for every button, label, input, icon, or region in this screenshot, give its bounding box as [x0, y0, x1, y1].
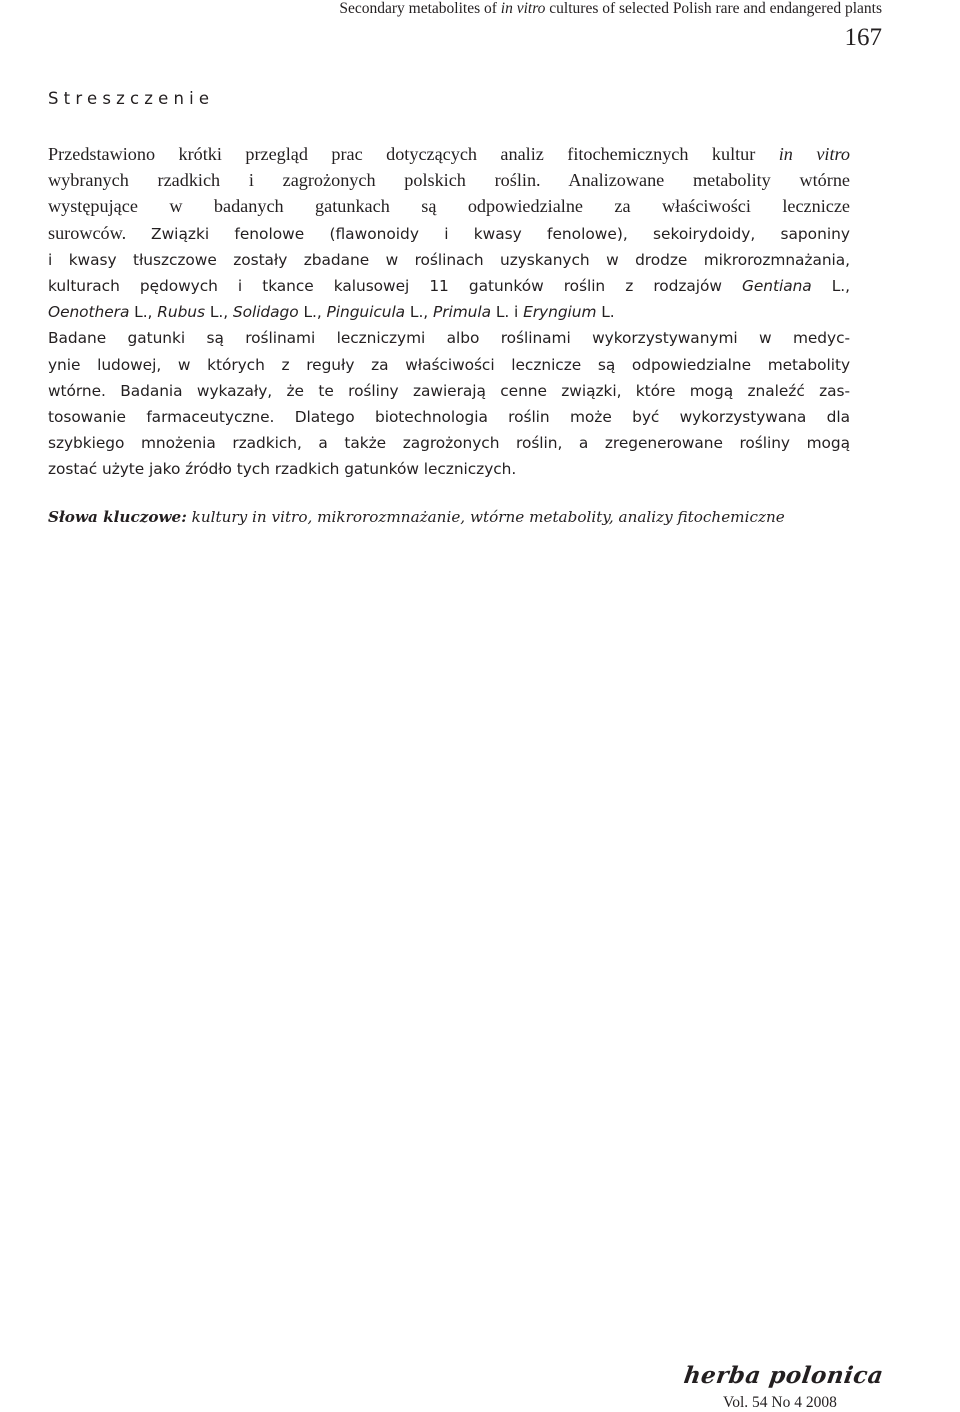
abstract-line-genera	[48, 299, 850, 325]
keywords-text: kultury in vitro, mikrorozmnażanie, wtórne metabolity, analizy fitochemiczne	[186, 508, 785, 526]
abstract-line: wtórne. Badania wykazały, że te rośliny zawierają cenne związki, które mogą znaleźć zas-	[48, 381, 850, 400]
genus-name: Solidago	[232, 303, 299, 322]
line-text: kulturach pędowych i tkance kalusowej 11 gatunków roślin z rodzajów	[48, 277, 742, 296]
section-title: Streszczenie	[48, 89, 215, 108]
abstract-line: występujące w badanych gatunkach są odpowiedzialne za właściwości lecznicze	[48, 196, 850, 217]
line-text: L.,	[129, 303, 158, 322]
line-text: Przedstawiono krótki przegląd prac dotyczących analiz fitochemicznych kultur	[48, 144, 779, 164]
abstract-line	[48, 220, 850, 247]
genus-name: Primula	[432, 303, 491, 322]
abstract-line: szybkiego mnożenia rzadkich, a także zagrożonych roślin, a zregenerowane rośliny mogą	[48, 434, 850, 453]
line-sans-part: Związki fenolowe (flawonoidy i kwasy fenolowe), sekoirydoidy, saponiny	[151, 224, 850, 243]
abstract-body	[48, 141, 850, 483]
line-text: L.	[596, 303, 615, 322]
journal-logo: herba polonica	[682, 1362, 886, 1389]
running-head-pre: Secondary metabolites of	[339, 0, 501, 17]
keywords	[48, 508, 785, 526]
running-head-italic: in vitro	[500, 0, 546, 17]
genus-name: Rubus	[157, 303, 205, 322]
genus-name: Oenothera	[48, 303, 130, 322]
line-text: L.,	[811, 277, 850, 296]
line-text: L. i	[490, 303, 524, 322]
abstract-line: Badane gatunki są roślinami leczniczymi albo roślinami wykorzystywanymi w medyc-	[48, 329, 850, 348]
line-serif-part: surowców.	[48, 222, 152, 243]
running-head-post: cultures of selected Polish rare and endangered plants	[545, 0, 882, 17]
genus-name: Pinguicula	[326, 303, 406, 322]
running-head	[339, 0, 882, 18]
abstract-line: tosowanie farmaceutyczne. Dlatego biotechnologia roślin może być wykorzystywana dla	[48, 408, 850, 427]
keywords-label: Słowa kluczowe:	[48, 508, 187, 526]
abstract-line	[48, 141, 850, 167]
line-text: L.,	[298, 303, 327, 322]
genus-name: Gentiana	[742, 277, 812, 296]
abstract-line: zostać użyte jako źródło tych rzadkich gatunków leczniczych.	[48, 460, 517, 479]
line-text: L.,	[405, 303, 433, 322]
journal-volume: Vol. 54 No 4 2008	[723, 1394, 837, 1411]
line-text: L.,	[204, 303, 233, 322]
abstract-line: wybranych rzadkich i zagrożonych polskich roślin. Analizowane metabolity wtórne	[48, 170, 850, 191]
abstract-line	[48, 273, 850, 299]
line-italic: in vitro	[778, 144, 850, 164]
abstract-line: i kwasy tłuszczowe zostały zbadane w roślinach uzyskanych w drodze mikrorozmnażania,	[48, 250, 850, 269]
page-number: 167	[844, 24, 882, 51]
genus-name: Eryngium	[523, 303, 597, 322]
abstract-line: ynie ludowej, w których z reguły za właściwości lecznicze są odpowiedzialne metabolity	[48, 355, 850, 374]
